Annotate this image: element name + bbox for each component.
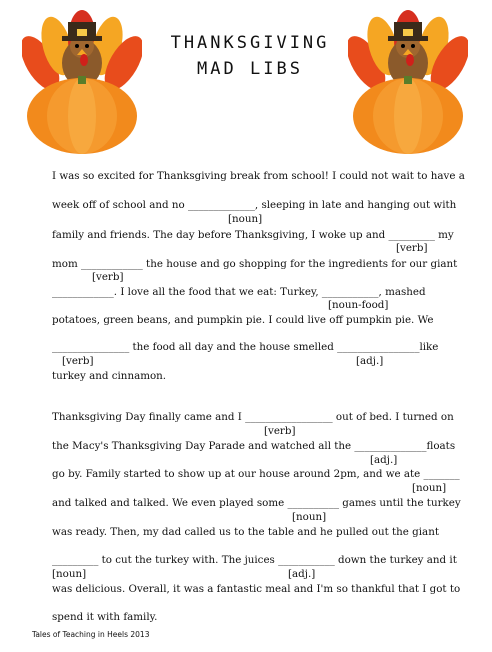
pumpkin	[353, 76, 463, 154]
blank-label: [verb]	[62, 355, 94, 367]
blank-label: [adj.]	[370, 454, 398, 466]
blank-label: [noun]	[292, 511, 327, 523]
story-line: family and friends. The day before Thanksgiving, I woke up and _________ my	[52, 229, 454, 241]
blank-label: [verb]	[396, 242, 428, 254]
blank-label: [verb]	[92, 271, 124, 283]
story-line: _________ to cut the turkey with. The juices ___________ down the turkey and it	[52, 554, 457, 566]
story-line: week off of school and no _____________, sleeping in late and hanging out with	[52, 199, 457, 211]
story-line: ____________. I love all the food that we eat: Turkey, ___________, mashed	[52, 286, 426, 298]
blank-label: [adj.]	[356, 355, 384, 367]
story-line: was ready. Then, my dad called us to the table and he pulled out the giant	[52, 526, 439, 538]
blank-label: [noun]	[412, 482, 447, 494]
title-line-2: MAD LIBS	[197, 59, 303, 79]
story-line: mom ____________ the house and go shopping for the ingredients for our giant	[52, 258, 458, 270]
story-line: Thanksgiving Day finally came and I _________________ out of bed. I turned on	[52, 411, 454, 423]
pumpkin	[27, 76, 137, 154]
story-line: turkey and cinnamon.	[52, 370, 167, 382]
story-line: go by. Family started to show up at our house around 2pm, and we ate _______	[52, 468, 460, 480]
turkey-pumpkin-clipart-left	[22, 8, 142, 158]
blank-label: [verb]	[264, 425, 296, 437]
title-line-1: THANKSGIVING	[170, 33, 330, 53]
turkey-pumpkin-clipart-right	[348, 8, 468, 158]
story-line: the Macy's Thanksgiving Day Parade and watched all the ______________floats	[52, 440, 456, 452]
blank-label: [noun]	[228, 213, 263, 225]
story-line: and talked and talked. We even played some __________ games until the turkey	[52, 497, 461, 509]
blank-label: [adj.]	[288, 568, 316, 580]
blank-label: [noun-food]	[328, 299, 389, 311]
credit-footer: Tales of Teaching in Heels 2013	[32, 630, 150, 639]
page-title	[150, 30, 350, 82]
blank-label: [noun]	[52, 568, 87, 580]
story-line: was delicious. Overall, it was a fantastic meal and I'm so thankful that I got to	[52, 583, 461, 595]
story-line: spend it with family.	[52, 611, 158, 623]
story-line: I was so excited for Thanksgiving break from school! I could not wait to have a	[52, 170, 465, 182]
story-line: _______________ the food all day and the house smelled ________________like	[52, 341, 439, 353]
story-line: potatoes, green beans, and pumpkin pie. I could live off pumpkin pie. We	[52, 314, 434, 326]
